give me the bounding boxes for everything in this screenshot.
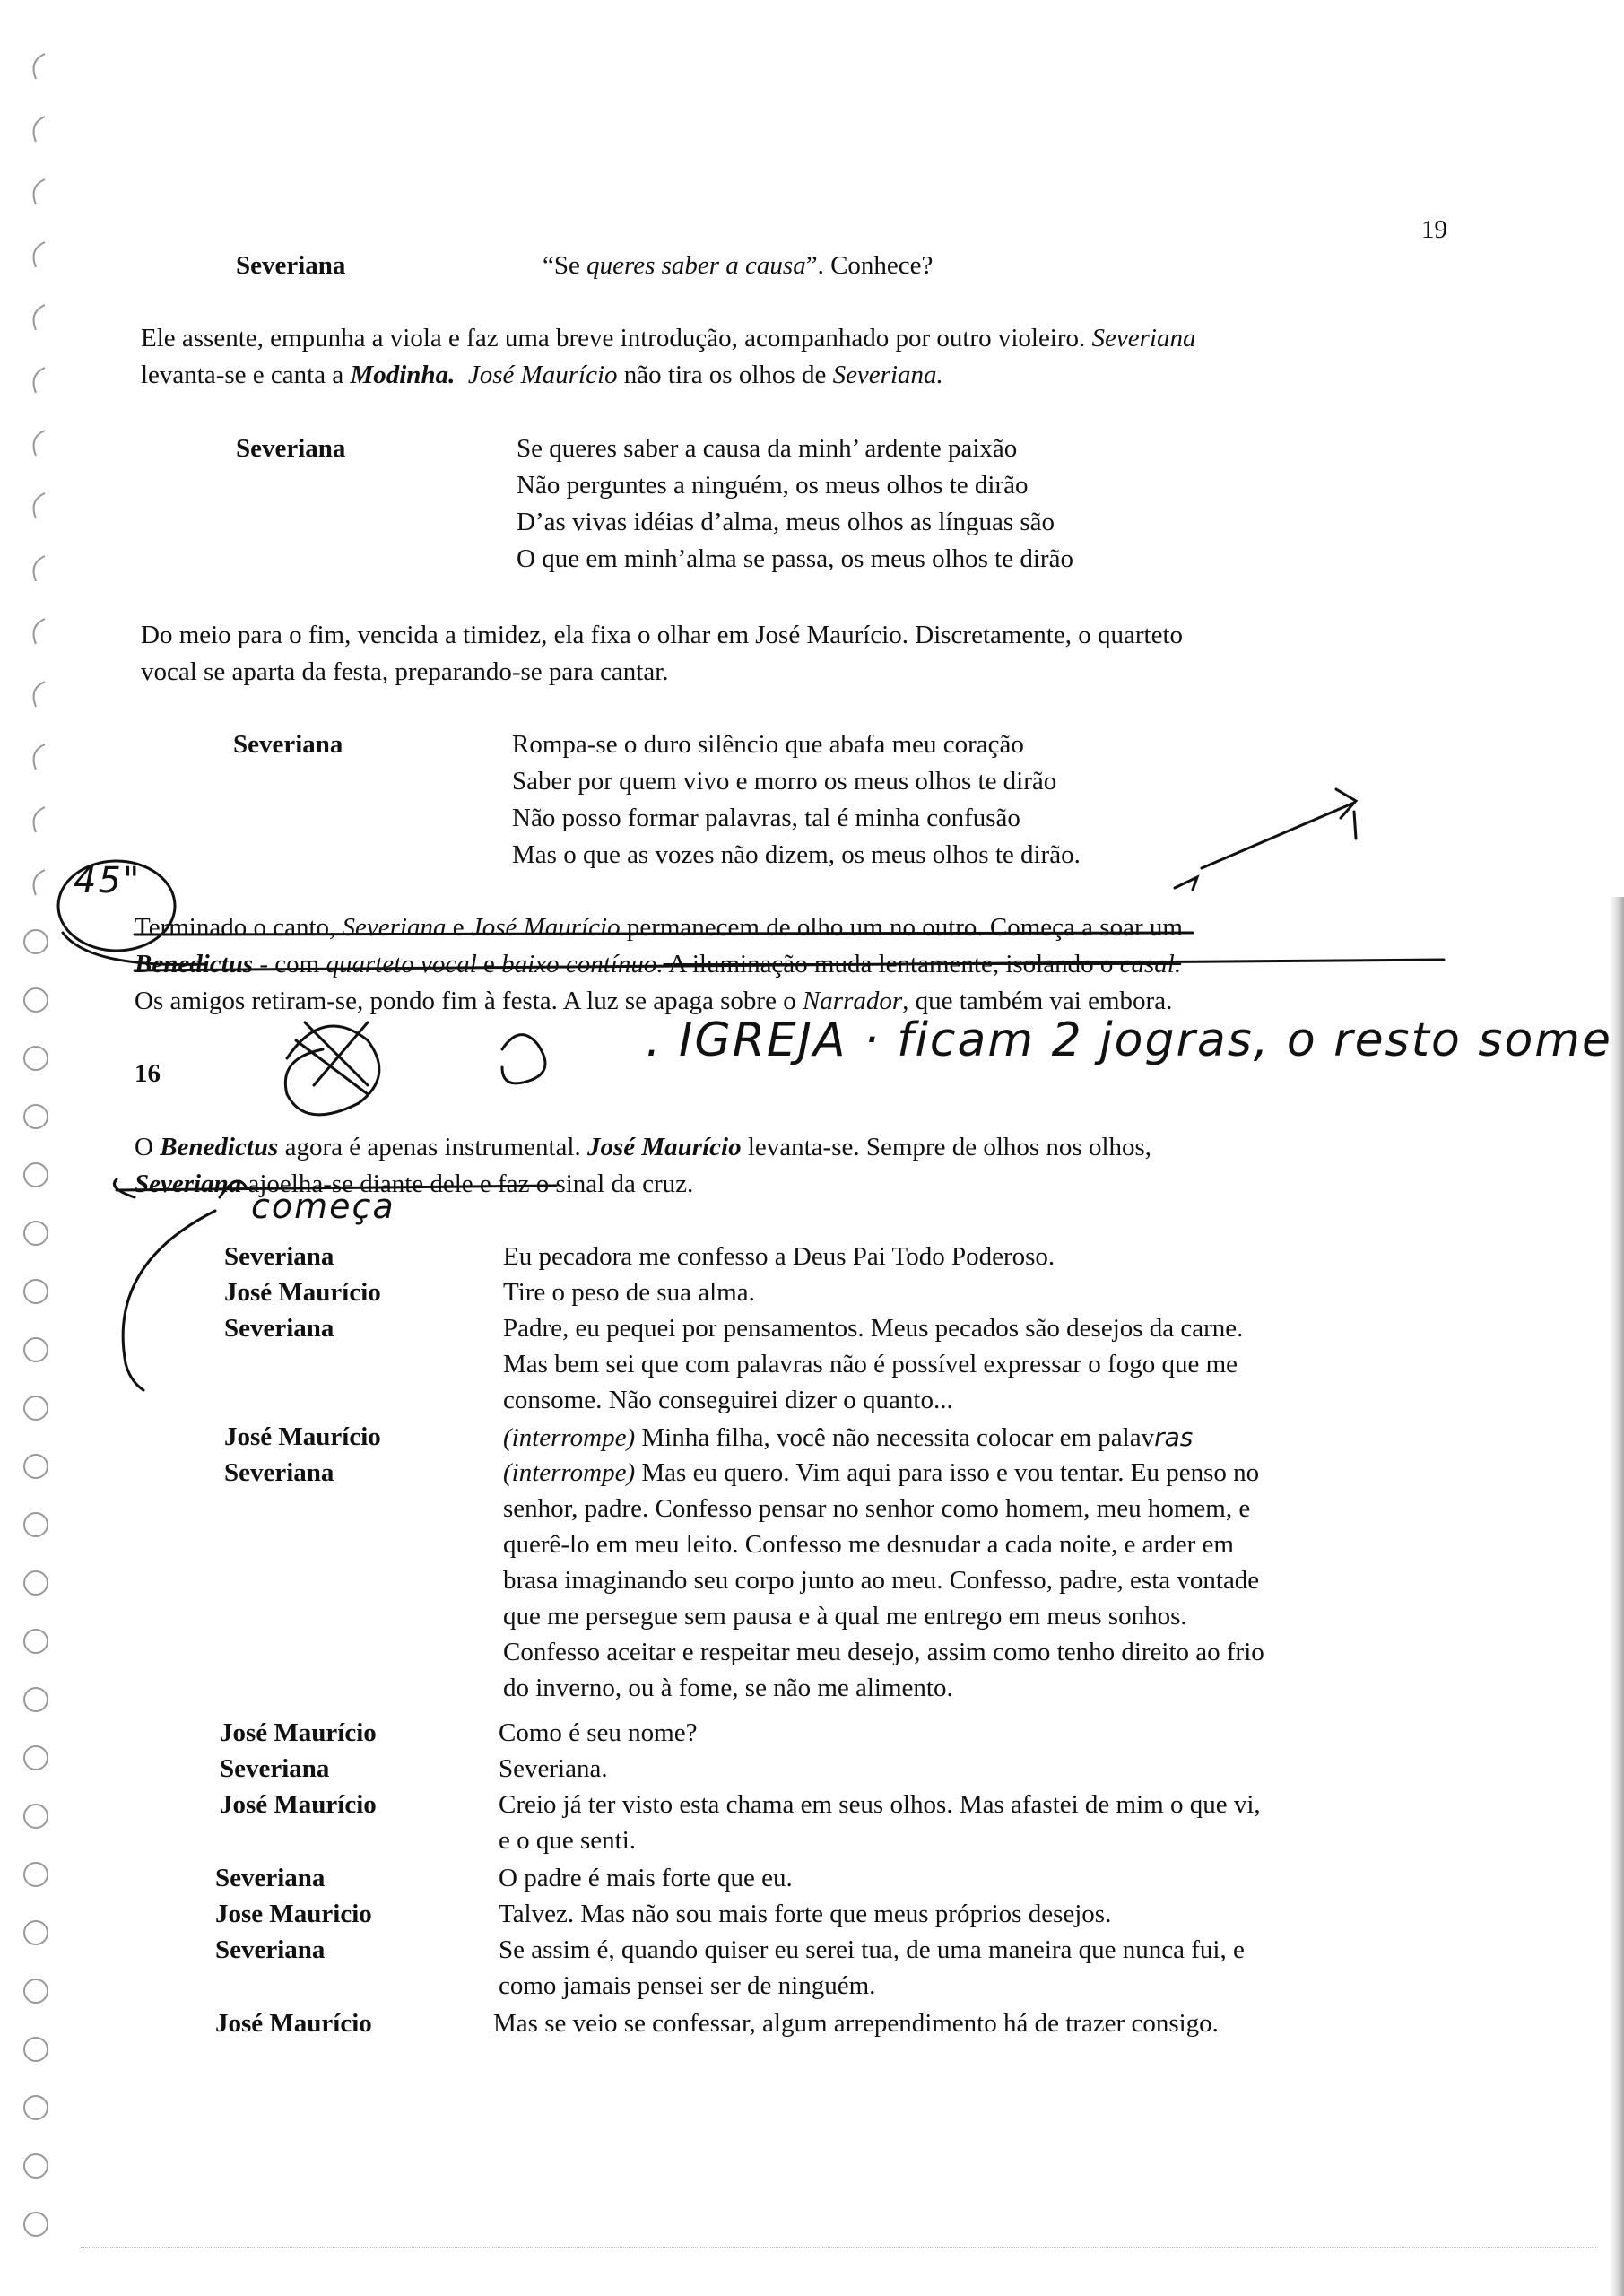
- speaker-name: Severiana: [236, 434, 346, 463]
- dialogue-line: Se assim é, quando quiser eu serei tua, de uma maneira que nunca fui, e: [499, 1935, 1245, 1964]
- stage-direction: Severiana ajoelha-se diante dele e faz o sinal da cruz.: [135, 1170, 694, 1198]
- speaker-name: José Maurício: [224, 1278, 381, 1307]
- speaker-name: Severiana: [215, 1935, 326, 1964]
- dialogue-line: brasa imaginando seu corpo junto ao meu. Confesso, padre, esta vontade: [503, 1566, 1260, 1595]
- speaker-name: Severiana: [236, 251, 346, 280]
- dialogue-line: Creio já ter visto esta chama em seus olhos. Mas afastei de mim o que vi,: [499, 1790, 1261, 1819]
- dialogue-line: Tire o peso de sua alma.: [503, 1278, 755, 1307]
- dialogue-line: (interrompe) Mas eu quero. Vim aqui para isso e vou tentar. Eu penso no: [503, 1458, 1260, 1487]
- speaker-name: Severiana: [224, 1458, 334, 1487]
- stage-direction: vocal se aparta da festa, preparando-se para cantar.: [141, 657, 669, 686]
- stage-direction: Terminado o canto, Severiana e José Maurício permanecem de olho um no outro. Começa a soar um: [135, 913, 1183, 942]
- speaker-name: José Maurício: [220, 1718, 377, 1747]
- dialogue-line: (interrompe) Minha filha, você não necessita colocar em palavras: [503, 1422, 1194, 1452]
- stage-direction: levanta-se e canta a Modinha. José Maurício não tira os olhos de Severiana.: [141, 361, 943, 389]
- scene-number: 16: [135, 1059, 161, 1088]
- speaker-name: José Maurício: [215, 2009, 372, 2038]
- lyric-line: Se queres saber a causa da minh’ ardente paixão: [517, 434, 1018, 463]
- speaker-name: Severiana: [220, 1754, 330, 1783]
- lyric-line: Saber por quem vivo e morro os meus olhos te dirão: [512, 767, 1057, 796]
- speaker-name: Severiana: [224, 1314, 334, 1343]
- handwritten-ending: ras: [1154, 1422, 1194, 1452]
- speaker-name: Jose Mauricio: [215, 1900, 372, 1928]
- lyric-line: Mas o que as vozes não dizem, os meus olhos te dirão.: [512, 840, 1081, 869]
- lyric-line: D’as vivas idéias d’alma, meus olhos as línguas são: [517, 508, 1055, 536]
- stage-direction: O Benedictus agora é apenas instrumental. José Maurício levanta-se. Sempre de olhos nos olhos,: [135, 1133, 1152, 1161]
- speaker-name: Severiana: [233, 730, 343, 759]
- stage-direction: Ele assente, empunha a viola e faz uma breve introdução, acompanhado por outro violeiro. Severiana: [141, 324, 1196, 352]
- stage-direction: Benedictus - com quarteto vocal e baixo contínuo. A iluminação muda lentamente, isolando o casal.: [135, 950, 1182, 978]
- dialogue-line: Mas bem sei que com palavras não é possível expressar o fogo que me: [503, 1350, 1238, 1378]
- dialogue-line: como jamais pensei ser de ninguém.: [499, 1971, 876, 2000]
- lyric-line: Não perguntes a ninguém, os meus olhos te dirão: [517, 471, 1029, 500]
- stage-direction: Os amigos retiram-se, pondo fim à festa. A luz se apaga sobre o Narrador, que também vai embora.: [135, 987, 1173, 1015]
- stage-direction: Do meio para o fim, vencida a timidez, ela fixa o olhar em José Maurício. Discretamente, o quarteto: [141, 621, 1183, 649]
- dialogue-line: Confesso aceitar e respeitar meu desejo, assim como tenho direito ao frio: [503, 1638, 1264, 1666]
- handwritten-note: começa: [251, 1187, 395, 1226]
- dialogue-line: Padre, eu pequei por pensamentos. Meus pecados são desejos da carne.: [503, 1314, 1244, 1343]
- speaker-name: José Maurício: [224, 1422, 381, 1451]
- dialogue-line: que me persegue sem pausa e à qual me entrego em meus sonhos.: [503, 1602, 1187, 1631]
- lyric-line: O que em minh’alma se passa, os meus olhos te dirão: [517, 544, 1073, 573]
- lyric-line: Não posso formar palavras, tal é minha confusão: [512, 804, 1020, 832]
- speaker-name: José Maurício: [220, 1790, 377, 1819]
- page-number: 19: [1421, 215, 1447, 244]
- speaker-name: Severiana: [215, 1864, 326, 1892]
- dialogue-line: Eu pecadora me confesso a Deus Pai Todo Poderoso.: [503, 1242, 1055, 1271]
- bottom-dotted-rule: [81, 2247, 1596, 2248]
- dialogue-line: O padre é mais forte que eu.: [499, 1864, 793, 1892]
- dialogue-line: “Se queres saber a causa”. Conhece?: [543, 251, 934, 280]
- dialogue-line: Severiana.: [499, 1754, 608, 1783]
- dialogue-line: senhor, padre. Confesso pensar no senhor como homem, meu homem, e: [503, 1494, 1251, 1523]
- handwritten-timing: 45": [74, 860, 142, 901]
- dialogue-line: do inverno, ou à fome, se não me alimento.: [503, 1674, 953, 1702]
- dialogue-line: consome. Não conseguirei dizer o quanto...: [503, 1386, 953, 1414]
- dialogue-line: e o que senti.: [499, 1826, 637, 1855]
- dialogue-line: querê-lo em meu leito. Confesso me desnudar a cada noite, e arder em: [503, 1530, 1234, 1559]
- handwritten-scene-note: . IGREJA · ficam 2 jogras, o resto some: [646, 1013, 1612, 1067]
- dialogue-line: Como é seu nome?: [499, 1718, 698, 1747]
- dialogue-line: Mas se veio se confessar, algum arrependimento há de trazer consigo.: [493, 2009, 1219, 2038]
- lyric-line: Rompa-se o duro silêncio que abafa meu coração: [512, 730, 1024, 759]
- dialogue-line: Talvez. Mas não sou mais forte que meus próprios desejos.: [499, 1900, 1112, 1928]
- speaker-name: Severiana: [224, 1242, 334, 1271]
